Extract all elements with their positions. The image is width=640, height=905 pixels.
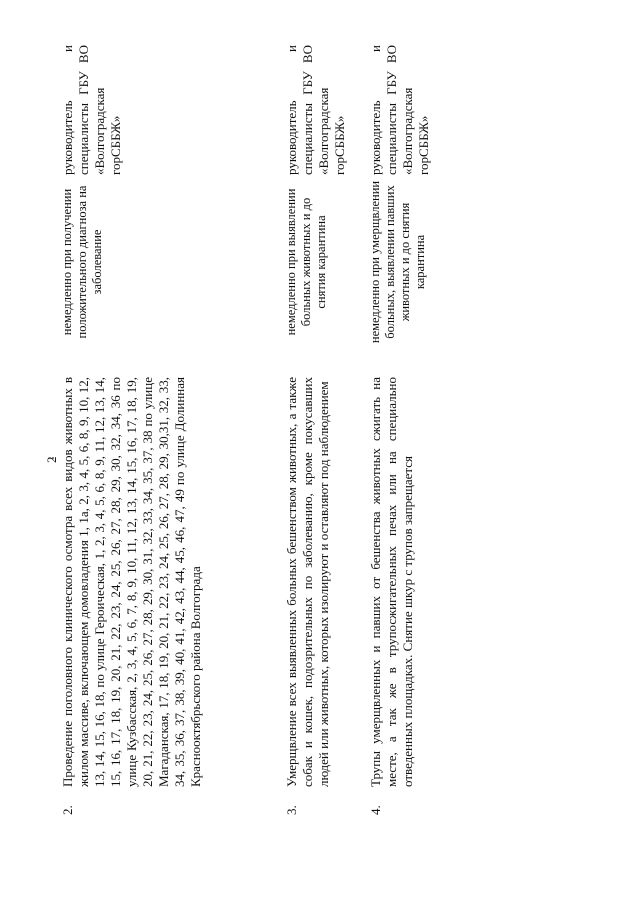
measure-description: Проведение поголовного клинического осмотра всех видов животных в жилом массиве, включающем домовладения 1, 1а, 2, 3, 4, 5, 6, 8, 9, 10, 12, 13, 14, 15, 16, 18, по улице Героическая, 1, 2, 3, 4, 5, 6, 8, 9, 11, 12, 13, 14, 15, 16, 17, 18, 19, 20, 21, 22, 23, 24, 25, 26, 27, 28, 29, 30, 32, 34, 36 по улице Кузбасская, 2, 3, 4, 5, 6, 7, 8, 9, 10, 11, 12, 13, 14, 15, 16, 17, 18, 19, 20, 21, 22, 23, 24, 25, 26, 27, 28, 29, 30, 31, 32, 33, 34, 35, 37, 38 по улице Магаданская, 17, 18, 19, 20, 21, 22, 23, 24, 25, 26, 27, 28, 29, 30,31, 32, 33, 34, 35, 36, 37, 38, 39, 40, 41, 42, 43, 44, 45, 46, 47, 49 по улице Долинная Краснооктябрьского района Волгограда [60,377,203,787]
page-number: 2 [44,456,59,463]
deadline: немедленно при выявлении больных животных и до снятия карантина [284,188,328,336]
row-number: 4. [368,805,383,815]
deadline: немедленно при умерщвлении больных, выявлении павших животных и до снятия карантина [368,180,427,344]
deadline: немедленно при получении положительного диагноза на заболевание [60,185,104,339]
measure-description: Трупы умерщвленных и павших от бешенства животных сжигать на месте, а так же в трупосжигательных печах или на специально отведенных площадках. Снятие шкур с трупов запрещается [368,377,415,787]
row-number: 3. [284,805,299,815]
responsible: руководитель и специалисты ГБУ ВО «Волгоградская горСББЖ» [284,45,347,175]
responsible: руководитель и специалисты ГБУ ВО «Волгоградская горСББЖ» [60,45,123,175]
responsible: руководитель и специалисты ГБУ ВО «Волгоградская горСББЖ» [368,45,431,175]
row-number: 2. [60,805,75,815]
measure-description: Умерщвление всех выявленных больных бешенством животных, а также собак и кошек, подозрительных по заболеванию, кроме покусавших людей или животных, которых изолируют и оставляют под наблюдением [284,377,331,787]
